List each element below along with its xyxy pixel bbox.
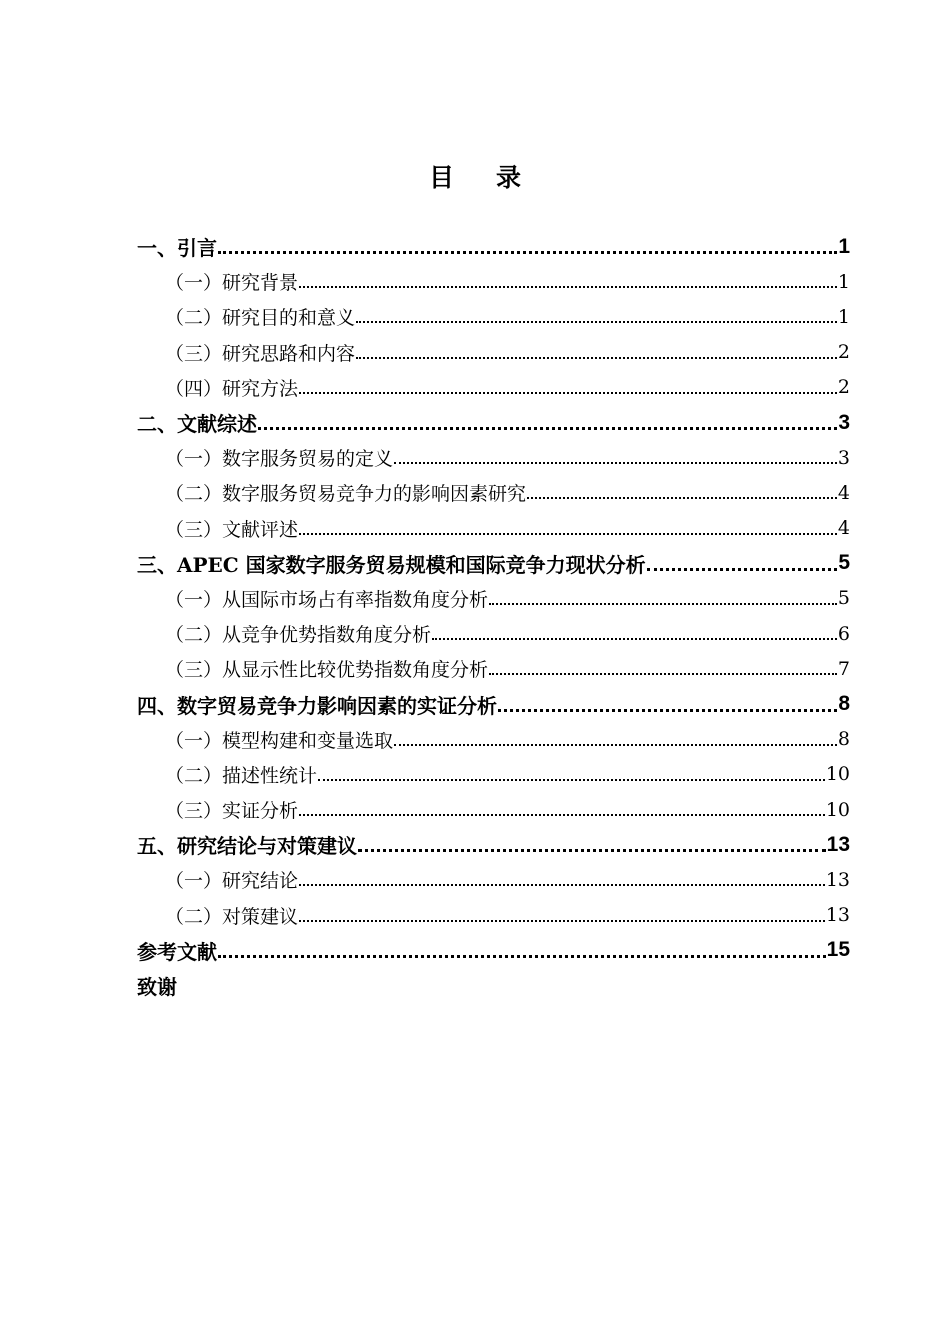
toc-chapter-entry[interactable]	[137, 968, 850, 1003]
toc-entry-label: （一）模型构建和变量选取	[165, 729, 394, 752]
toc-dot-leader	[498, 687, 837, 722]
toc-entry-label: 四、数字贸易竞争力影响因素的实证分析	[137, 693, 497, 718]
toc-page-number: 1	[837, 270, 850, 293]
toc-entry-label: （三）文献评述	[165, 518, 299, 541]
toc-page-number: 13	[825, 904, 850, 927]
toc-page-number: 4	[837, 481, 850, 504]
toc-dot-leader	[218, 933, 826, 968]
toc-entry-label: （二）从竞争优势指数角度分析	[165, 624, 432, 647]
toc-section-entry[interactable]	[137, 722, 850, 757]
toc-page-number: 3	[837, 446, 850, 469]
toc-section-entry[interactable]	[137, 757, 850, 792]
toc-entry-label: 二、文献综述	[137, 412, 257, 437]
toc-page-number: 8	[838, 692, 850, 716]
toc-page-number: 5	[838, 551, 850, 575]
toc-section-entry[interactable]	[137, 440, 850, 475]
toc-entry-label: （一）从国际市场占有率指数角度分析	[165, 588, 489, 611]
toc-page-number: 2	[837, 376, 850, 399]
toc-dot-leader	[432, 616, 837, 651]
toc-page-number: 4	[837, 517, 850, 540]
toc-entry-label: （三）研究思路和内容	[165, 342, 356, 365]
toc-entry-label: （三）从显示性比较优势指数角度分析	[165, 659, 489, 682]
toc-section-entry[interactable]	[137, 581, 850, 616]
toc-dot-leader	[356, 299, 837, 334]
toc-chapter-entry[interactable]	[137, 546, 850, 581]
toc-entry-label: （一）数字服务贸易的定义	[165, 448, 394, 471]
toc-dot-leader	[358, 827, 826, 862]
toc-entry-label: 五、研究结论与对策建议	[137, 834, 357, 859]
toc-entry-label: （一）研究背景	[165, 272, 299, 295]
toc-dot-leader	[394, 440, 837, 475]
toc-page-number: 10	[825, 763, 850, 786]
table-of-contents	[137, 229, 850, 1003]
toc-chapter-entry[interactable]	[137, 827, 850, 862]
toc-dot-leader	[218, 229, 837, 264]
toc-dot-leader	[394, 722, 837, 757]
toc-section-entry[interactable]	[137, 335, 850, 370]
toc-page-number: 6	[837, 622, 850, 645]
toc-page-number: 10	[825, 798, 850, 821]
toc-entry-label: 参考文献	[137, 939, 217, 964]
toc-entry-label: （二）描述性统计	[165, 764, 318, 787]
toc-entry-label: （一）研究结论	[165, 870, 299, 893]
toc-page-number: 13	[825, 868, 850, 891]
toc-section-entry[interactable]	[137, 475, 850, 510]
toc-dot-leader	[258, 405, 837, 440]
toc-dot-leader	[318, 757, 825, 792]
toc-section-entry[interactable]	[137, 792, 850, 827]
toc-entry-label: （二）数字服务贸易竞争力的影响因素研究	[165, 483, 527, 506]
title-char-2: 录	[496, 163, 522, 192]
toc-section-entry[interactable]	[137, 264, 850, 299]
toc-dot-leader	[299, 511, 837, 546]
title-char-1: 目	[428, 163, 454, 192]
toc-page-number: 2	[837, 341, 850, 364]
toc-page-number: 7	[837, 657, 850, 680]
toc-entry-label: （二）研究目的和意义	[165, 307, 356, 330]
toc-chapter-entry[interactable]	[137, 686, 850, 721]
page-title	[0, 158, 950, 194]
toc-chapter-entry[interactable]	[137, 933, 850, 968]
toc-dot-leader	[299, 898, 825, 933]
toc-dot-leader	[527, 475, 837, 510]
toc-section-entry[interactable]	[137, 898, 850, 933]
toc-page-number: 15	[826, 938, 850, 962]
toc-entry-label: （二）对策建议	[165, 905, 299, 928]
toc-page-number: 1	[838, 234, 850, 258]
toc-section-entry[interactable]	[137, 651, 850, 686]
toc-entry-label: 三、APEC 国家数字服务贸易规模和国际竞争力现状分析	[137, 552, 646, 577]
toc-section-entry[interactable]	[137, 370, 850, 405]
toc-section-entry[interactable]	[137, 616, 850, 651]
toc-page-number: 13	[826, 832, 850, 856]
toc-dot-leader	[299, 370, 837, 405]
toc-section-entry[interactable]	[137, 511, 850, 546]
toc-section-entry[interactable]	[137, 299, 850, 334]
toc-chapter-entry[interactable]	[137, 405, 850, 440]
toc-entry-label: （三）实证分析	[165, 800, 299, 823]
toc-entry-label: 一、引言	[137, 236, 217, 261]
toc-entry-label: （四）研究方法	[165, 377, 299, 400]
toc-dot-leader	[489, 651, 837, 686]
toc-entry-label: 致谢	[137, 975, 177, 1000]
toc-page-number: 8	[837, 728, 850, 751]
toc-page-number: 5	[837, 587, 850, 610]
toc-chapter-entry[interactable]	[137, 229, 850, 264]
toc-dot-leader	[647, 546, 838, 581]
toc-dot-leader	[299, 264, 837, 299]
toc-page-number: 1	[837, 305, 850, 328]
toc-dot-leader	[299, 862, 825, 897]
toc-dot-leader	[356, 335, 837, 370]
toc-section-entry[interactable]	[137, 862, 850, 897]
toc-dot-leader	[489, 581, 837, 616]
toc-dot-leader	[299, 792, 825, 827]
toc-page-number: 3	[838, 410, 850, 434]
